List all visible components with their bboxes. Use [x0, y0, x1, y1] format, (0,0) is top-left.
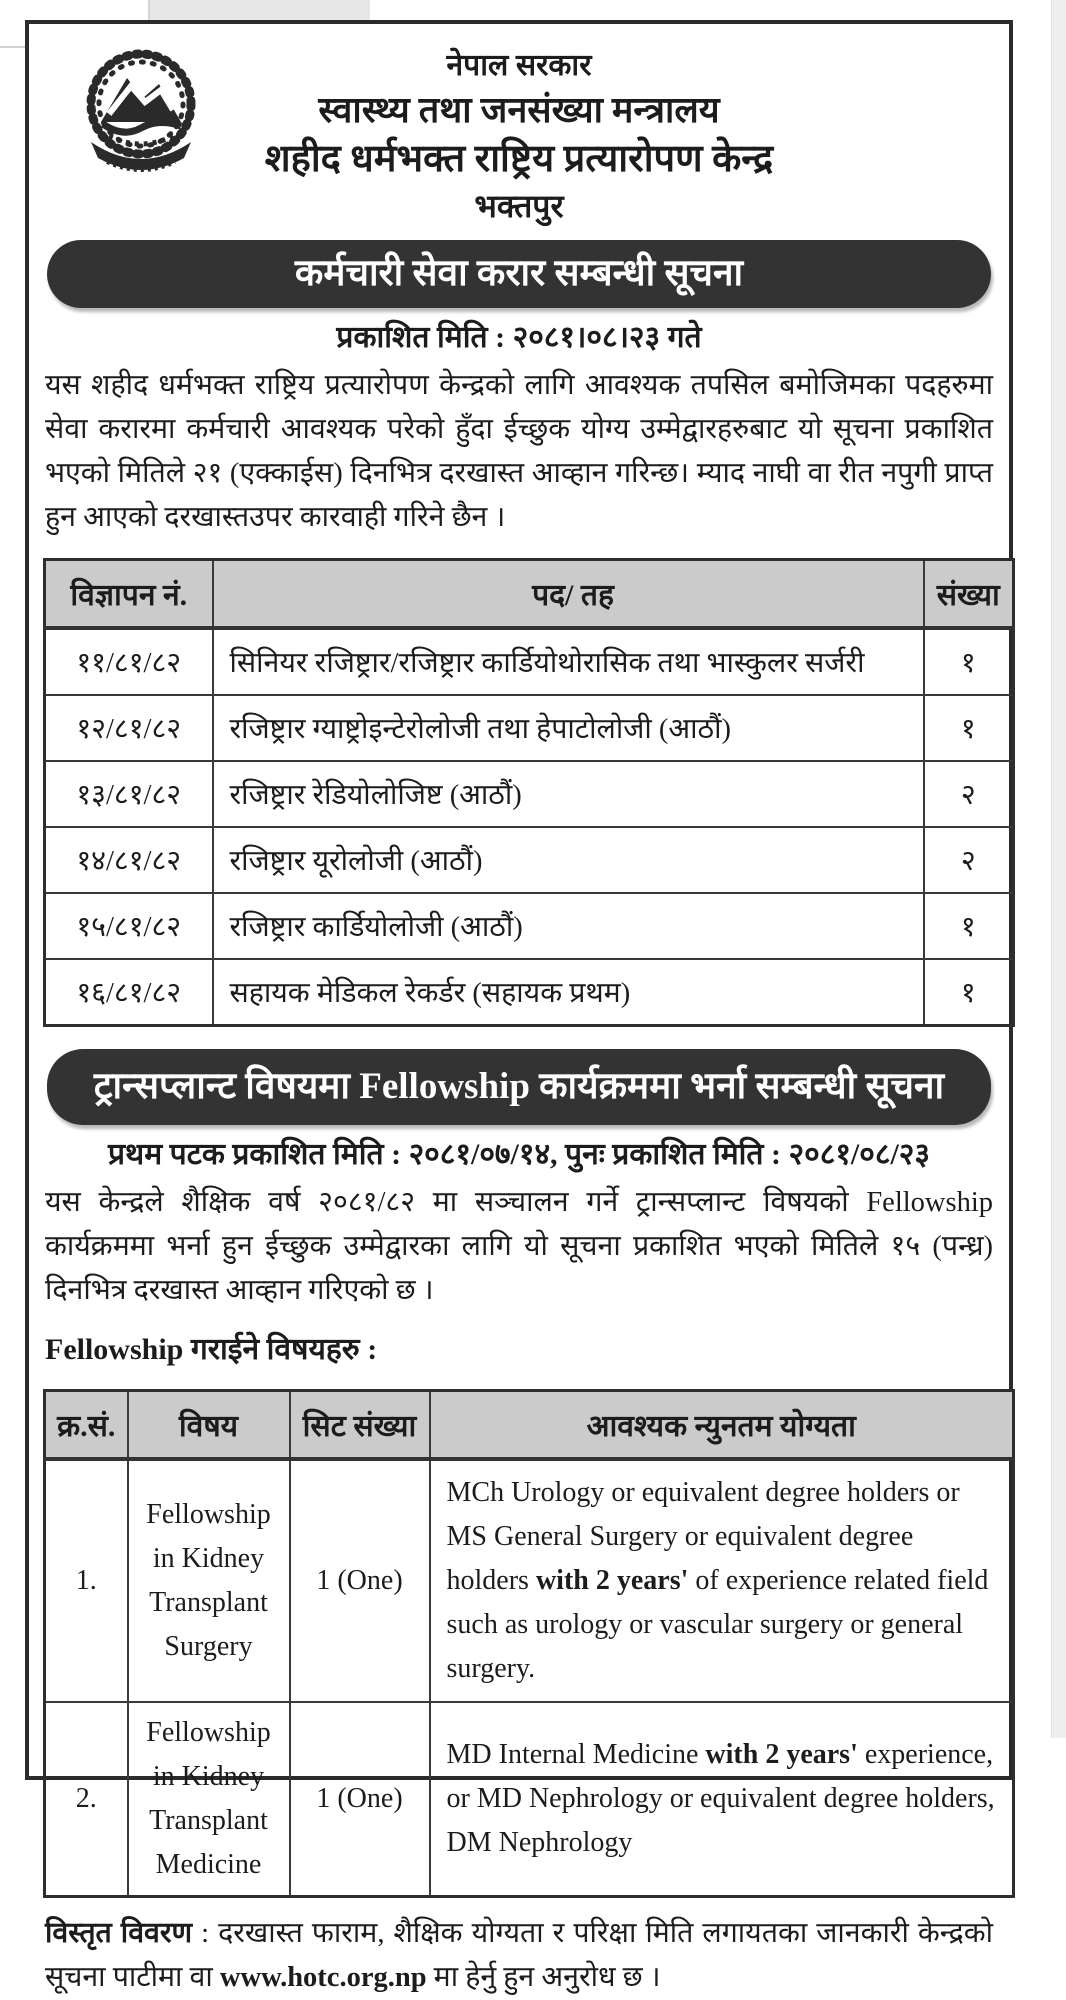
gov-title: नेपाल सरकार	[446, 49, 592, 82]
cell-advert-no: १३/८१/८२	[45, 761, 213, 827]
table-row	[45, 761, 1014, 827]
cell-advert-no: १६/८१/८२	[45, 959, 213, 1026]
cell-advert-no: ११/८१/८२	[45, 628, 213, 695]
cell-post: रजिष्ट्रार यूरोलोजी (आठौं)	[213, 827, 924, 893]
cell-post: सहायक मेडिकल रेकर्डर (सहायक प्रथम)	[213, 959, 924, 1026]
header-serial-no: क्र.सं.	[45, 1391, 128, 1460]
header-subject: विषय	[128, 1391, 290, 1460]
cell-advert-no: १४/८१/८२	[45, 827, 213, 893]
cell-count: २	[924, 827, 1014, 893]
vacancy-table-header-row	[45, 560, 1014, 629]
notice1-published-date: प्रकाशित मिति : २०८१।०८।२३ गते	[336, 321, 702, 354]
ministry-title: स्वास्थ्य तथा जनसंख्या मन्त्रालय	[318, 90, 720, 130]
table-row	[45, 827, 1014, 893]
notice2-published-dates: प्रथम पटक प्रकाशित मिति : २०८१/०७/१४, पुनः प्रकाशित मिति : २०८१/०८/२३	[107, 1138, 930, 1171]
qualification-text: of experience related field such as urology or vascular surgery or general surgery.	[446, 1565, 989, 1684]
notice1-body: यस शहीद धर्मभक्त राष्ट्रिय प्रत्यारोपण केन्द्रको लागि आवश्यक तपसिल बमोजिमका पदहरुमा सेवा करारमा कर्मचारी आवश्यक परेको हुँदा ईच्छुक योग्य उम्मेद्वारहरुबाट यो सूचना प्रकाशित भएको मितिले २१ (एक्काईस) दिनभित्र दरखास्त आव्हान गरिन्छ। म्याद नाघी वा रीत नपुगी प्राप्त हुन आएको दरखास्तउपर कारवाही गरिने छैन ।	[45, 370, 993, 533]
table-row	[45, 893, 1014, 959]
cell-serial-no: 1.	[45, 1459, 128, 1702]
cell-seats: 1 (One)	[290, 1459, 430, 1702]
qualification-text: MD Internal Medicine	[446, 1739, 706, 1770]
notice2-body: यस केन्द्रले शैक्षिक वर्ष २०८१/८२ मा सञ्चालन गर्ने ट्रान्सप्लान्ट विषयको Fellowship कार्यक्रममा भर्ना हुन ईच्छुक उम्मेद्वारका लागि यो सूचना प्रकाशित भएको मितिले १५ (पन्ध्र) दिनभित्र दरखास्त आव्हान गरिएको छ ।	[45, 1187, 993, 1306]
table-row	[45, 628, 1014, 695]
cell-seats: 1 (One)	[290, 1702, 430, 1897]
cell-count: २	[924, 761, 1014, 827]
fellowship-table-header-row	[45, 1391, 1014, 1460]
cell-serial-no: 2.	[45, 1702, 128, 1897]
notice1-banner	[47, 240, 991, 308]
header-count: संख्या	[924, 560, 1014, 629]
nepal-government-emblem-icon	[79, 44, 205, 182]
cell-post: रजिष्ट्रार रेडियोलोजिष्ट (आठौं)	[213, 761, 924, 827]
detail-info-label: विस्तृत विवरण	[45, 1918, 193, 1949]
header-advert-no: विज्ञापन नं.	[45, 560, 213, 629]
qualification-text: MCh Urology or equivalent degree holders or MS General Surgery or equivalent degree holders	[446, 1477, 960, 1596]
detail-info-text-end: मा हेर्नु हुन अनुरोध छ ।	[426, 1962, 661, 1993]
city-title: भक्तपुर	[474, 188, 564, 224]
table-row	[45, 1459, 1014, 1702]
document-header	[43, 40, 995, 228]
qualification-text: experience, or MD Nephrology or equivalent degree holders, DM Nephrology	[446, 1739, 995, 1858]
cell-advert-no: १२/८१/८२	[45, 695, 213, 761]
cell-qualification	[430, 1702, 1014, 1897]
detail-info-note	[45, 1912, 993, 2000]
cell-qualification	[430, 1459, 1014, 1702]
cell-post: रजिष्ट्रार ग्याष्ट्रोइन्टेरोलोजी तथा हेपाटोलोजी (आठौं)	[213, 695, 924, 761]
cell-count: १	[924, 893, 1014, 959]
scrollbar-gutter	[1051, 0, 1066, 1738]
detail-info-text: : दरखास्त फाराम, शैक्षिक योग्यता र परिक्षा मिति लगायतका जानकारी केन्द्रको सूचना पाटीमा वा	[45, 1918, 993, 1993]
website-url: www.hotc.org.np	[219, 1962, 427, 1993]
cell-count: १	[924, 695, 1014, 761]
fellowship-subjects-heading: Fellowship गराईने विषयहरु :	[45, 1333, 378, 1366]
notice1-banner-text: कर्मचारी सेवा करार सम्बन्धी सूचना	[294, 253, 744, 294]
qualification-bold-text: with 2 years'	[535, 1565, 689, 1596]
fellowship-table	[43, 1389, 1015, 1898]
header-qualification: आवश्यक न्युनतम योग्यता	[430, 1391, 1014, 1460]
table-row	[45, 959, 1014, 1026]
center-title: शहीद धर्मभक्त राष्ट्रिय प्रत्यारोपण केन्द्र	[264, 138, 774, 180]
cell-advert-no: १५/८१/८२	[45, 893, 213, 959]
vacancy-table	[43, 558, 1015, 1027]
cell-post: रजिष्ट्रार कार्डियोलोजी (आठौं)	[213, 893, 924, 959]
table-row	[45, 1702, 1014, 1897]
qualification-bold-text: with 2 years'	[705, 1739, 858, 1770]
notice2-banner-text: ट्रान्सप्लान्ट विषयमा Fellowship कार्यक्रममा भर्ना सम्बन्धी सूचना	[93, 1066, 945, 1107]
notice2-banner	[47, 1049, 991, 1125]
table-row	[45, 695, 1014, 761]
cell-post: सिनियर रजिष्ट्रार/रजिष्ट्रार कार्डियोथोरासिक तथा भास्कुलर सर्जरी	[213, 628, 924, 695]
cell-subject: Fellowship in Kidney Transplant Medicine	[128, 1702, 290, 1897]
cell-count: १	[924, 628, 1014, 695]
notice-document	[25, 20, 1013, 1993]
header-seats: सिट संख्या	[290, 1391, 430, 1460]
header-post-level: पद/ तह	[213, 560, 924, 629]
cell-subject: Fellowship in Kidney Transplant Surgery	[128, 1459, 290, 1702]
cell-count: १	[924, 959, 1014, 1026]
